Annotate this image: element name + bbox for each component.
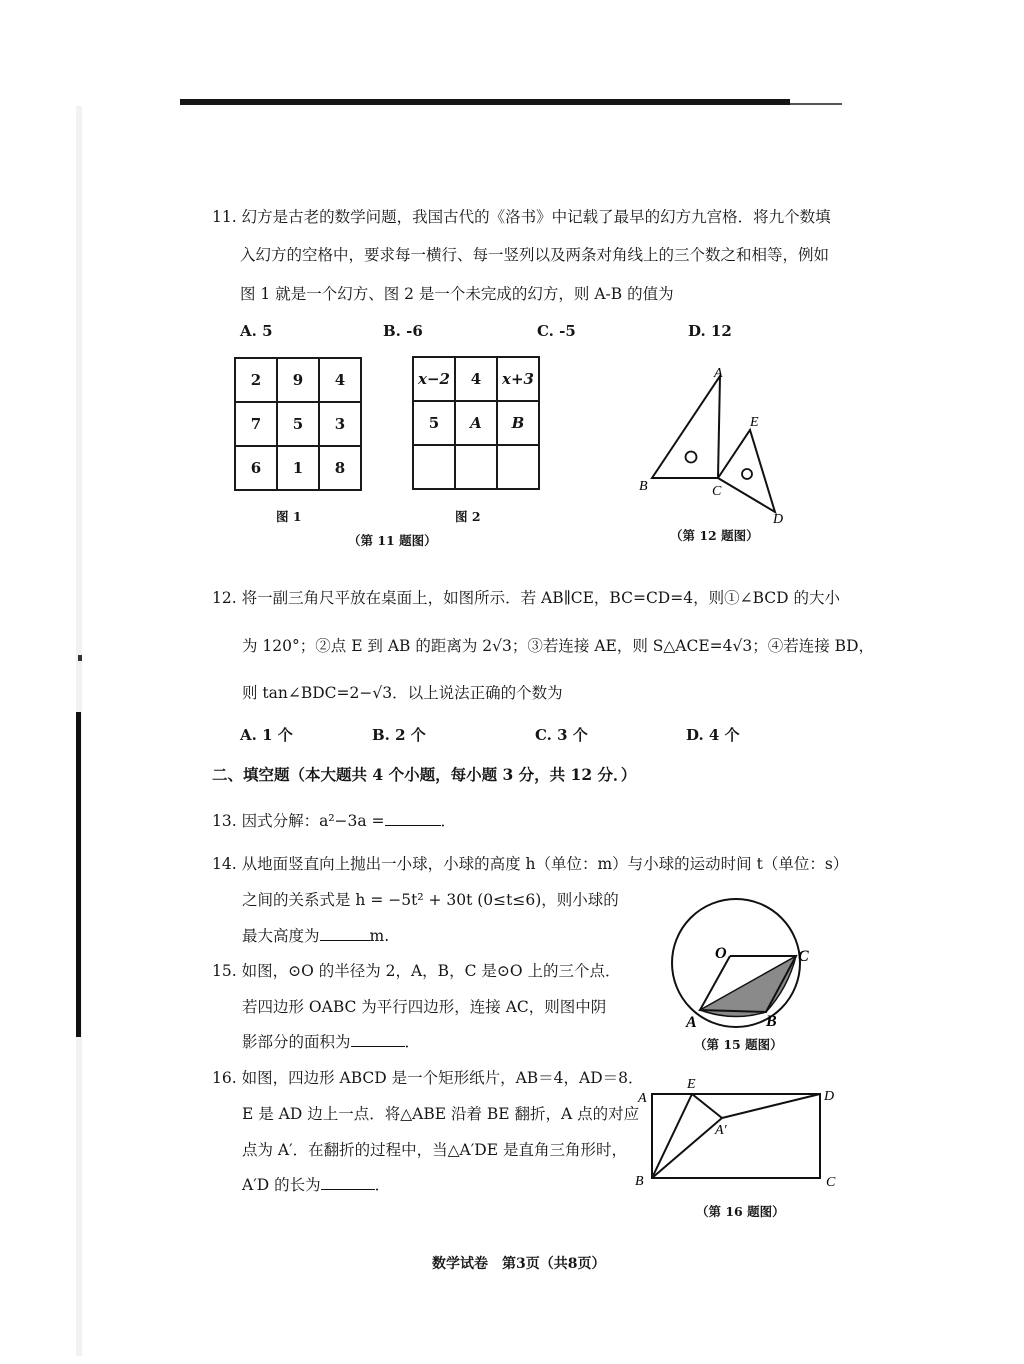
q12-line-3: 则 tan∠BDC=2−√3．以上说法正确的个数为 [242,684,563,702]
label-e: E [750,415,759,430]
section-heading: 二、填空题（本大题共 4 个小题，每小题 3 分，共 12 分．） [212,765,637,784]
label-b: B [766,1013,777,1030]
q12-figure-caption: （第 12 题图） [670,528,759,543]
fig2-cell [413,445,455,489]
fig2-caption: 图 2 [455,509,481,524]
fig2-cell: 5 [413,401,455,445]
q12-figure [630,360,800,530]
q15-last: 影部分的面积为 [242,1033,351,1051]
fig2-cell: x−2 [413,357,455,401]
fig2-cell: 4 [455,357,497,401]
q14-line-2: 之间的关系式是 h = −5t² + 30t (0≤t≤6)，则小球的 [242,891,619,909]
q16-line-1: 16. 如图，四边形 ABCD 是一个矩形纸片，AB＝4，AD＝8． [212,1069,644,1087]
q11-line-2: 入幻方的空格中，要求每一横行、每一竖列以及两条对角线上的三个数之和相等，例如 [240,246,830,264]
q15-line-1: 15. 如图，⊙O 的半径为 2，A，B，C 是⊙O 上的三个点． [212,962,621,980]
q12-option-b: B. 2 个 [372,726,426,744]
triangle-abc [652,376,720,478]
q11-option-a: A. 5 [240,322,273,340]
q16-figure [630,1070,845,1195]
rectangle-abcd [652,1094,820,1178]
q12-option-d: D. 4 个 [686,726,740,744]
q16-line-2: E 是 AD 边上一点．将△ABE 沿着 BE 翻折，A 点的对应 [242,1105,640,1123]
label-b: B [635,1174,644,1189]
q16-end: ． [374,1176,391,1194]
fig1-cell: 1 [277,446,319,490]
page-footer: 数学试卷 第3页（共8页） [432,1256,606,1272]
triangle-hole-2 [742,469,752,479]
fig1-cell: 3 [319,402,361,446]
q13-line [212,811,456,831]
q16-last: A′D 的长为 [242,1176,321,1194]
q11-line-1: 11. 幻方是古老的数学问题，我国古代的《洛书》中记载了最早的幻方九宫格．将九个数填 [212,208,831,226]
binding-dot [78,655,82,661]
label-d: D [824,1089,835,1104]
q14-last: 最大高度为 [242,927,320,945]
magic-square-fig2 [412,356,540,490]
q14-line-3 [242,926,389,946]
label-c: C [826,1175,836,1190]
label-e: E [687,1077,696,1092]
q15-answer-blank[interactable] [351,1032,405,1047]
q13-end: ． [440,812,457,830]
q13-answer-blank[interactable] [385,811,441,826]
triangle-hole-1 [686,452,697,463]
label-c: C [798,948,809,965]
fig2-cell: A [455,401,497,445]
fig2-cell: B [497,401,539,445]
q11-option-b: B. -6 [383,322,423,340]
q12-option-c: C. 3 个 [535,726,588,744]
q13-text: 13. 因式分解：a²−3a = [212,812,385,830]
top-border-thin [790,103,842,105]
q15-line-3 [242,1032,420,1052]
segment-a1d [722,1094,820,1118]
q11-figure-caption: （第 11 题图） [348,533,437,548]
fig1-caption: 图 1 [276,509,302,524]
label-a: A [686,1014,697,1031]
q12-option-a: A. 1 个 [240,726,293,744]
magic-square-fig1 [234,357,362,491]
q15-end: ． [404,1033,421,1051]
label-a: A [638,1091,647,1106]
fig1-cell: 2 [235,358,277,402]
q16-line-4 [242,1175,390,1195]
fig1-cell: 8 [319,446,361,490]
q11-option-c: C. -5 [537,322,576,340]
q14-answer-blank[interactable] [320,926,370,941]
q12-line-2: 为 120°；②点 E 到 AB 的距离为 2√3；③若连接 AE，则 S△ACE=4√3；④若连接 BD， [242,637,874,655]
triangle-ced [718,430,775,512]
q15-line-2: 若四边形 OABC 为平行四边形，连接 AC，则图中阴 [242,998,607,1016]
q12-line-1: 12. 将一副三角尺平放在桌面上，如图所示．若 AB∥CE，BC=CD=4，则①∠BCD 的大小 [212,589,840,607]
fig1-cell: 4 [319,358,361,402]
fig1-cell: 5 [277,402,319,446]
segment-ba1 [652,1118,722,1178]
fig2-cell [497,445,539,489]
fig2-cell [455,445,497,489]
q16-figure-caption: （第 16 题图） [696,1204,785,1219]
fig1-cell: 6 [235,446,277,490]
top-border-bar [180,99,790,105]
segment-ea1 [692,1094,722,1118]
q16-answer-blank[interactable] [321,1175,375,1190]
label-d: D [773,512,784,527]
label-o: O [715,945,727,962]
q14-unit: m. [369,927,390,945]
q15-figure [660,898,820,1033]
label-a: A [714,366,723,381]
label-a-prime: A′ [715,1123,727,1138]
label-c: C [712,484,722,499]
fig2-cell: x+3 [497,357,539,401]
q14-line-1: 14. 从地面竖直向上抛出一小球，小球的高度 h（单位：m）与小球的运动时间 t（单位：s） [212,855,849,873]
segment-be [652,1094,692,1178]
q16-line-3: 点为 A′．在翻折的过程中，当△A′DE 是直角三角形时， [242,1141,627,1159]
binding-mark [76,712,81,1037]
fig1-cell: 7 [235,402,277,446]
fig1-cell: 9 [277,358,319,402]
q15-figure-caption: （第 15 题图） [694,1037,783,1052]
label-b: B [639,479,648,494]
q11-option-d: D. 12 [688,322,732,340]
q11-line-3: 图 1 就是一个幻方、图 2 是一个未完成的幻方，则 A-B 的值为 [240,285,674,303]
